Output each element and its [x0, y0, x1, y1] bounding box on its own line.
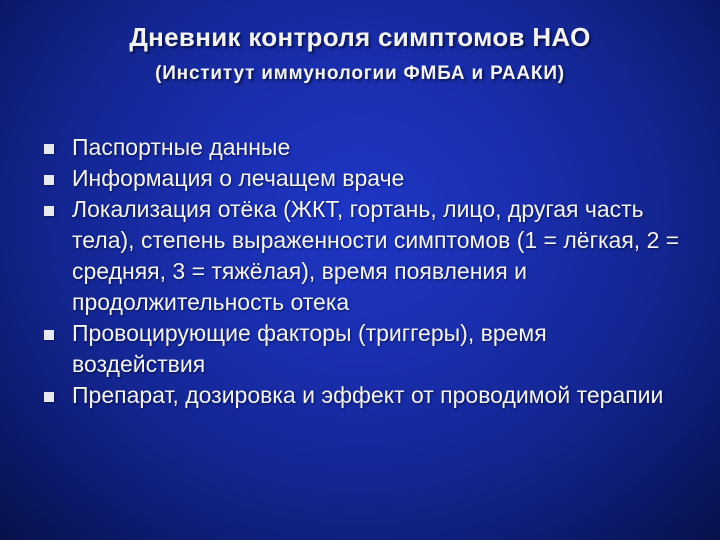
- bullet-item: [44, 318, 684, 380]
- slide-subtitle: (Институт иммунологии ФМБА и РААКИ): [155, 63, 565, 84]
- bullet-text: Провоцирующие факторы (триггеры), время воздействия: [72, 320, 547, 377]
- bullet-item: [44, 380, 684, 411]
- slide-title: Дневник контроля симптомов НАО: [129, 22, 591, 52]
- square-bullet-icon: [44, 175, 54, 185]
- square-bullet-icon: [44, 144, 54, 154]
- bullet-item: [44, 132, 684, 163]
- square-bullet-icon: [44, 330, 54, 340]
- bullet-item: [44, 163, 684, 194]
- bullet-list: [44, 132, 684, 411]
- bullet-item: [44, 194, 684, 318]
- square-bullet-icon: [44, 206, 54, 216]
- bullet-text: Локализация отёка (ЖКТ, гортань, лицо, другая часть тела), степень выраженности симптомов (1 = лёгкая, 2 = средняя, 3 = тяжёлая), время появления и продолжительность отека: [72, 196, 680, 315]
- bullet-text: Препарат, дозировка и эффект от проводимой терапии: [72, 382, 664, 408]
- bullet-text: Паспортные данные: [72, 134, 291, 160]
- bullet-text: Информация о лечащем враче: [72, 165, 405, 191]
- square-bullet-icon: [44, 392, 54, 402]
